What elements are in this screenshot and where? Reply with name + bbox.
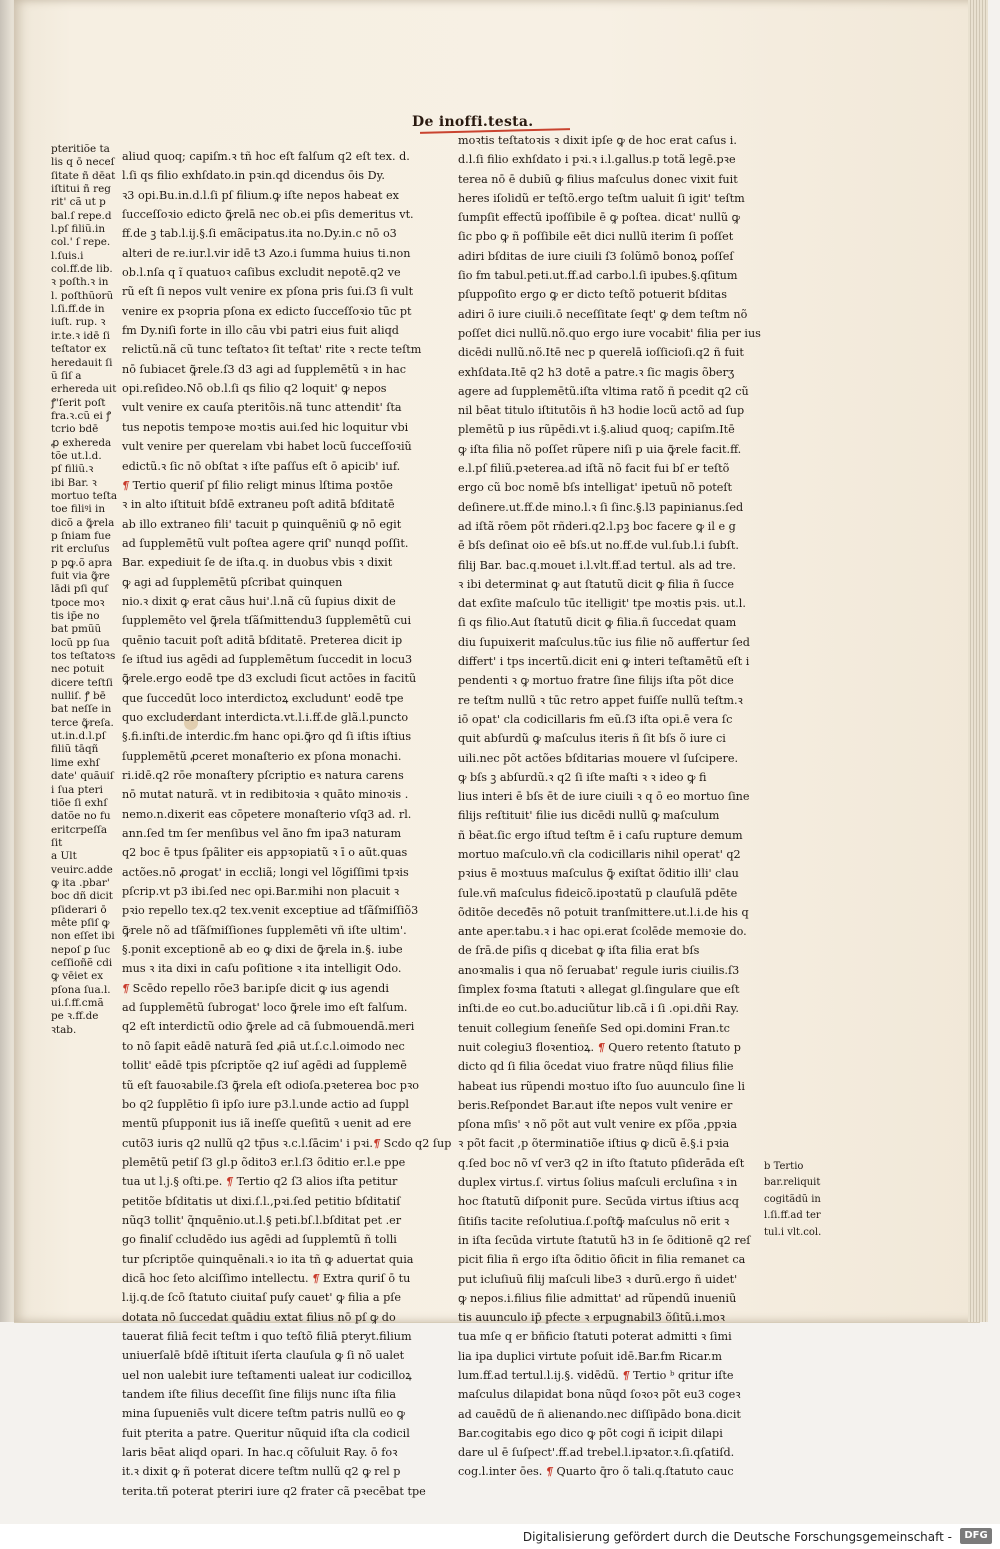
text-line: §.ponit exceptionē ab eo ꝙ dixi de ꝙ̃rela in.§. iube [122,943,403,957]
text-line: moꝛtis teſtatoꝛis ꝛ dixit ipſe ꝙ de hoc erat caſus i. [458,134,737,147]
text-line: cog.l.inter ōes. ¶ Quarto q̄ro õ tali.q.ſtatuto cauc [458,1464,734,1479]
text-line: Bar.cogitabis ego dico ꝙ põt cogi ñ icipit dilapi [458,1426,723,1440]
text-line: nō mutat naturã. vt in redibitoꝛia ꝛ quāto minoꝛis . [122,788,409,802]
margin-note-line: l.pſ filiũ.in [51,223,106,236]
margin-note-line: mortuo teſta [51,489,118,502]
margin-note-line: terce ꝙ̃reſa. [51,716,114,729]
text-line: ꝙ nepos.i.filius filie admittat' ad rũpendũ inueniũ [458,1291,737,1305]
text-line: ſio fm tabul.peti.ut.ff.ad carbo.l.ſi ipubes.§.qſitum [458,269,738,283]
text-line: ad ſupplemētũ ſubrogat' loco ꝙ̃rele imo eſt falſum. [122,1001,408,1015]
text-line: ſitiſis tacite reſolutiua.ſ.poſtꝙ̃ maſculus nõ erit ꝛ [458,1214,730,1228]
text-line: dat exſite maſculo tūc itelligit' tpe moꝛtis pꝛis. ut.l. [458,597,746,611]
text-line: §.fi.inſti.de interdic.fm hanc opi.ꝙ̃ro qd ſi iſtis iſtius [122,730,412,744]
text-line: differt' i tps incertũ.dicit eni ꝙ interi teſtamētũ eſt i [458,655,750,669]
text-line: in iſta ſecūda virtute ſtatutũ h3 in ſe õditionē q2 reſ [458,1233,751,1247]
text-line: ri.idē.q2 rōe monaſtery pſcriptio eꝛ natura carens [122,769,404,782]
text-line: lia ipa duplici virtute poſuit idē.Bar.fm Ricar.m [458,1349,722,1363]
text-column-right [458,131,770,1482]
margin-note-line: tul.i vlt.col. [764,1226,822,1238]
text-line: e.l.pſ filiũ.pꝛeterea.ad iſtã nõ facit fui bſ er teſtõ [458,462,730,476]
text-line: plemētũ petiſ ſ3 gl.p õdito3 er.l.ſ3 õditio er.l.e ppe [122,1155,406,1169]
margin-note-line: pe ꝛ.ff.de [51,1010,99,1023]
margin-note-line: tos teſtatoꝛs [51,650,116,663]
text-line: ſi qs filio.Aut ſtatutũ dicit ꝙ filia.ñ ſuccedat quam [458,616,737,630]
text-line: pſona mſis' ꝛ nõ põt aut vult venire ex pſõa ,ppꝛia [458,1118,737,1132]
margin-note-line: ir.te.ꝛ idē ſi [51,329,110,342]
margin-note-line: mête pſiſ ꝙ [51,916,110,929]
margin-note-line: ceſſioñẽ cdi [51,956,113,969]
text-line: heres iſolidũ er teſtõ.ergo teſtm ualuit ſi igit' teſtm [458,191,745,205]
margin-note-line: non eſſet ibi [51,930,115,943]
text-line: tus nepotis tempoꝛe moꝛtis aui.ſed hic loquitur vbi [122,420,409,434]
text-line: terea nō ē dubiũ ꝙ filius maſculus donec vixit fuit [458,172,738,186]
text-line: tauerat filiā fecit teſtm i quo teſtõ filiā pteryt.filium [122,1329,412,1343]
text-line: nō ſubiacet ꝙ̃rele.ſ3 d3 agi ad ſupplemētũ ꝛ in hac [122,362,407,376]
text-line: ſucceſſoꝛio edicto ꝙ̃relā nec ob.ei pſis demeritus vt. [122,208,414,222]
margin-note-line: pſ filiũ.ꝛ [51,463,94,476]
margin-note-line: ũ ſiſ a [51,369,82,382]
margin-note-line: tõe ut.l.d. [51,449,102,462]
text-line: ꝙ̃rele nõ ad tſãſmiſſiones ſupplemēti vñ iſte ultim'. [122,923,407,937]
text-line: edictũ.ꝛ ſic nō obſtat ꝛ iſte paſſus eſt ō apicib' iuf. [122,459,401,473]
text-line: quēnio tacuit poſt aditā bſditatē. Preterea dicit ip [122,633,403,647]
margin-note-line: pteritiõe ta [51,143,110,155]
margin-note-line: p pꝙ.õ apra [51,556,113,569]
text-line: ad ſupplemētũ vult poſtea agere qriſ' nunqd poſſit. [122,536,409,550]
left-margin-notes [51,143,118,1037]
margin-note-line: bat neſſe in [51,703,112,716]
text-line: uili.nec põt actões bſditarias mouere vl ſuſcipere. [458,751,739,765]
text-line: ſe iſtud ius agēdi ad ſupplemētum ſuccedit in locu3 [122,652,413,666]
text-line: fuit pterita a patre. Queritur nũquid iſta cla codicil [122,1426,410,1440]
text-line: tis auunculo ip̄ pfecte ꝛ erpugnabil3 õſitũ.i.moꝛ [458,1311,725,1325]
paragraph-mark: ¶ [312,1270,320,1285]
text-line: quo excluderdant interdicta.vt.l.i.ff.de glã.l.puncto [122,710,409,724]
margin-note-line: pſona ſua.l. [51,983,111,996]
text-line: relictũ.nã cũ tunc teſtatoꝛ ſit teſtat' rite ꝛ recte teſtm [122,343,422,357]
margin-note-line: tcrio bdē [51,423,99,436]
margin-note-line: filiũ tāqñ [51,743,99,756]
text-line: rũ eſt ſi nepos vult venire ex pſona pris ſui.ſ3 ſi vult [122,285,414,299]
margin-note-line: ꝭ'ſerit poſt [51,396,106,409]
margin-note-line: lādi pſi quſ [51,583,109,596]
text-line: exhſdata.Itē q2 h3 dotē a patre.ꝛ ſic magis õberʒ [458,365,735,379]
text-line: mortuo maſculo.vñ cla codicillaris nihil operat' q2 [458,847,741,861]
text-line: dotata nō ſuccedat quādiu extat filius nō pſ ꝙ do [122,1310,396,1324]
text-line: ¶ Scēdo repello rōe3 bar.ipſe dicit ꝙ ius agendi [122,980,389,995]
text-line: lum.ff.ad tertul.l.ij.§. vidēdũ. ¶ Tertio ᵇ qritur iſte [458,1368,734,1382]
text-line: ¶ Tertio queriſ pſ filio religt minus lſtima poꝛtōe [122,477,393,492]
text-line: opi.reſideo.Nō ob.l.ſi qs filio q2 loquit' ꝙ nepos [122,382,387,396]
text-line: inſti.de eo cut.bo.aduciũtur lib.cã i ſi .opi.dñi Ray. [458,1002,739,1016]
footer-bar [0,1524,1000,1549]
margin-note-line: ꝙ vēiet ex [51,970,104,983]
margin-note-line: tpoce moꝛ [51,596,105,609]
text-line: nil bēat titulo iſtitutõis ñ h3 hodie locũ actõ ad ſup [458,404,745,418]
text-line: tenuit collegium ſeneñſe Sed opi.domini Fran.tc [458,1021,730,1035]
text-line: ꝛ in alto iſtituit bſdē extraneu poſt aditā bſditatē [122,498,395,512]
text-line: mus ꝛ ita dixi in caſu poſitione ꝛ ita intelligit Odo. [122,962,402,976]
text-line: bo q2 ſupplētio ſi ipſo iure p3.l.unde actio ad ſuppl [122,1097,409,1111]
text-line: ante aper.tabu.ꝛ i hac opi.erat ſcolēde memoꝛie do. [458,925,747,939]
margin-note-line: fra.ꝛ.cũ ei ꝭ [51,409,112,422]
text-line: aliud quoq; capiſm.ꝛ tñ hoc eſt falſum q2 eſt tex. d. [122,150,410,163]
margin-note-line: ꝛ poſth.ꝛ in [51,276,109,289]
margin-note-line: nepoſ ꝑ ſuc [51,943,111,956]
text-line: ꝙ bſs ꝫ abſurdũ.ꝛ q2 ſi iſte maſti ꝛ ꝛ ideo ꝙ fi [458,770,707,784]
text-line: re teſtm nullũ ꝛ tūc retro appet fuiſſe nullũ teſtm.ꝛ [458,693,743,707]
text-line: q2 eſt interdictũ odio ꝙ̃rele ad cā ſubmouendā.meri [122,1020,415,1034]
dfg-logo: DFG [960,1528,992,1544]
margin-note-line: lis q ō neceſ [51,156,115,169]
text-line: hoc ſtatutũ diſponit pure. Secūda virtus iſtius acq [458,1195,739,1209]
text-line: filij Bar. bac.q.mouet i.l.vlt.ff.ad tertul. als ad tre. [458,558,736,572]
margin-note-line: tiõe ſi exhſ [51,796,108,809]
text-line: nio.ꝛ dixit ꝙ erat cãus hui'.l.nã cũ ſupius dixit de [122,594,396,608]
footer-credit: Digitalisierung gefördert durch die Deutsche Forschungsgemeinschaft - [522,1530,952,1544]
margin-note-line: l. poſthũorũ [51,289,114,302]
text-line: petitõe bſditatis ut dixi.ſ.l.,pꝛi.ſed petitio bſditatiſ [122,1194,401,1208]
text-line: actões.nō ꝓrogat' in eccliã; longi vel lõgiſſimi tpꝛis [122,865,409,879]
margin-note-line: p ſniam fue [51,529,111,542]
text-line: ſic pbo ꝙ ñ poſſibile eēt dici nullũ iterim ſi poſſet [458,230,734,244]
text-line: ꝙ̃rele.ergo eodē tpe d3 excludi ſicut actōes in facitũ [122,672,417,686]
text-line: to nõ ſapit eādē naturā ſed ꝓiā ut.ſ.c.l.oimodo nec [122,1039,405,1053]
text-line: q.ſed boc nõ vſ ver3 q2 in iſto ſtatuto pſiderāda eſt [458,1156,745,1170]
margin-note-line: bat pmũũ [51,623,102,636]
text-line: dicā hoc ſeto alciſſimo intellectu. ¶ Extra quriſ ō tu [122,1270,411,1285]
margin-note-line: veuirc.adde [51,863,113,876]
margin-note-line: ꝙ ita .pbar' [51,876,110,889]
text-line: nũq3 tollit' q̃nquēnio.ut.l.§ peti.bſ.l.bſditat pet .er [122,1213,402,1227]
text-line: ñ bēat.ſic ergo iſtud teſtm ē i caſu rupture demum [458,828,743,842]
text-line: ad iſtã rōem põt rñderi.q2.l.pꝫ boc facere ꝙ il e g [458,519,736,533]
text-line: ann.ſed tm ſer menſibus vel ãno fm ipa3 naturam [122,827,402,841]
paragraph-mark: ¶ [372,1135,381,1150]
margin-note-line: date' quãuiſ [51,770,114,783]
text-line: dare ul ē ſuſpect'.ff.ad trebel.l.ipꝛator.ꝛ.ſi.qſatiſd. [458,1446,735,1460]
text-line: ſumpſit effectũ ipoſſibile ē ꝙ poſtea. dicat' nullũ ꝙ [458,211,741,225]
text-line: ꝛ põt facit ,p õterminatiõe iſtius ꝙ dicũ ē.§.i pꝛia [458,1137,730,1151]
paragraph-mark: ¶ [122,980,130,995]
margin-note-line: ſitate ñ dēat [51,169,116,182]
paragraph-mark: ¶ [545,1464,553,1479]
text-line: terita.tñ poterat pteriri iure q2 frater cã pꝛecēbat tpe [122,1484,426,1498]
margin-note-line: i ſua pteri [51,783,103,796]
margin-note-line: rit' cã ut p [51,196,106,209]
margin-note-line: erhereda uit [51,383,117,396]
text-line: tua mſe q er bñficio ſtatuti poterat admitti ꝛ ſimi [458,1330,732,1344]
text-line: tandem iſte filius deceſſit ſine filijs nunc iſta filia [122,1388,397,1401]
margin-note-line: a Ult [51,850,77,863]
text-line: dicto qd ſi filia õcedat viuo fratre nũqd filius filie [458,1060,734,1074]
margin-note-line: pſiderari ō [51,903,107,916]
text-line: que ſuccedūt loco interdictoꝝ excludunt' eodē tpe [122,691,404,705]
text-line: uniuerſalē bſdē iſtituit iſerta clauſula ꝙ ſi nõ ualet [122,1349,405,1363]
margin-note-line: ꝓ exhereda [51,436,112,449]
margin-note-line: teſtator ex [51,343,107,356]
margin-note-line: bar.reliquit [764,1177,821,1189]
text-line: plemētũ p ius rũpēdi.vt i.§.aliud quoq; capiſm.Itē [458,423,735,437]
margin-note-line: eritcrpeſſa [51,823,108,836]
margin-note-line: l.ſi.ff.de in [51,303,105,316]
margin-note-line: ſit [51,836,63,849]
text-line: ꝙ iſta filia nõ poſſet rũpere niſi p uia ꝙ̃rele facit.ff. [458,442,742,456]
text-line: habeat ius rũpendi moꝛtuo iſto ſuo auunculo ſine li [458,1079,745,1093]
text-line: tollit' eādē tpis pſcriptõe q2 iuſ agēdi ad ſupplemē [122,1059,407,1073]
text-line: lius interi ē bſs ēt de iure ciuili ꝛ q ō eo mortuo ſine [458,790,750,804]
text-line: ſule.vñ maſculus fideicõ.ipoꝛtatũ p clauſulã pdēte [458,886,738,900]
margin-note-line: l.ſuis.i [51,249,84,262]
margin-note-line: heredauit ſi [51,356,113,369]
text-line: ergo cũ boc nomē bſs intelligat' ipetuũ nõ poteſt [458,481,733,495]
margin-note-line: cogitãdũ in [764,1193,821,1205]
text-line: vult venire per querelam vbi habet locũ ſucceſſoꝛiũ [122,440,412,454]
text-line: deſinere.ut.ff.de mino.l.ꝛ ſi ſinc.§.l3 papinianus.ſed [458,500,744,514]
right-margin-notes [764,1159,834,1241]
margin-note-line: tis ip̄e no [51,610,100,623]
text-line: beris.Reſpondet Bar.aut iſte nepos vult venire er [458,1098,733,1112]
text-line: de ſrā.de piſis q dicebat ꝙ iſta filia erat bſs [458,944,700,958]
text-line: ꝙ agi ad ſupplemētũ pſcribat quinquen [122,575,343,589]
text-column-left [122,147,452,1501]
margin-note-line: rit ercluſus [51,543,110,556]
text-line: poſſet dici nullũ.nõ.quo ergo iure vocabit' filia per ius [458,326,761,340]
text-line: tũ eſt fauoꝛabile.ſ3 ꝙ̃rela eſt odioſa.pꝛeterea boc pꝛo [122,1078,419,1092]
margin-note-line: datõe no fu [51,810,111,823]
text-line: adiri õ iure ciuili.ō neceſſitate ſeqt' ꝙ dem teſtm nõ [458,307,748,321]
text-line: ſupplemētũ ꝓceret monaſterio ex pſona monachi. [122,749,402,763]
text-line: d.l.ſi filio exhſdato i pꝛi.ꝛ i.l.gallus.p totã legē.pꝛe [458,153,736,167]
text-line: tua ut l.j.§ oſti.pe. ¶ Tertio q2 ſ3 alios iſta petitur [122,1174,398,1189]
paragraph-mark: ¶ [225,1174,234,1189]
text-line: õditõe deceđēs nõ potuit tranſmittere.ut.l.i.de his q [458,905,749,919]
margin-note-line: col.' ſ repe. [51,236,111,249]
margin-note-line: ui.ſ.ff.cmã [51,997,104,1009]
text-line: pꝛius ē moꝛtuus maſculus ꝙ̃ exiſtat õditio illi' clau [458,867,739,881]
margin-note-line: iſtitui ñ reg [51,183,111,196]
paragraph-mark: ¶ [622,1368,630,1382]
margin-note-line: nulliſ. ꝭ bē [51,690,106,703]
margin-note-line: lime exhſ [51,756,100,769]
text-line: ſupplemēto vel ꝙ̃rela tſãſmittendu3 ſupplemētũ cui [122,614,412,628]
text-line: dicēdi nullũ.nõ.Itē nec p querelā ioſſicioſi.q2 ñ fuit [458,346,744,360]
margin-note-line: col.ff.de lib. [51,263,113,276]
text-line: ad cauēdũ de ñ alienando.nec diſſipādo bona.dicit [458,1407,741,1421]
text-line: quit abſurdũ ꝙ maſculus iteris ñ ſit bſs õ iure ci [458,732,726,746]
text-line: ab illo extraneo fili' tacuit p quinquẽniũ ꝙ nō egit [122,517,402,531]
text-line: adiri bſditas de iure ciuili ſ3 ſolũmō bonoꝝ poſſeſ [458,249,734,263]
text-line: ſimplex foꝛma ſtatuti ꝛ allegat gl.ſingulare que eſt [458,983,740,997]
paragraph-mark: ¶ [122,477,130,492]
text-line: mentũ pſupponit ius iã ineſſe queſitũ ꝛ uenit ad ere [122,1117,412,1131]
text-line: alteri de re.iur.l.vir idē t3 Azo.i ſumma huius ti.non [122,246,411,260]
margin-note-line: ꝛtab. [51,1023,77,1036]
text-line: laris bēat aliqd opari. In hac.q cõſuluit Ray. ō foꝛ [122,1446,398,1460]
text-line: vult venire ex cauſa pteritõis.nã tunc attendit' ſta [122,401,402,415]
text-line: pſcrip.vt p3 ibi.ſed nec opi.Bar.mihi non placuit ꝛ [122,885,400,899]
margin-note-line: l.ſi.ff.ad ter [764,1210,821,1222]
text-line: l.ij.q.de ſcō ſtatuto ciuitaſ puſy cauet' ꝙ filia a pſe [122,1291,401,1305]
text-line: ē bſs deſinat oio eē bſs.ut no.ff.de vul.ſub.l.i ſubſt. [458,539,739,553]
text-line: ff.de ꝫ tab.l.ij.§.ſi emãcipatus.ita no.Dy.in.c nō o3 [122,227,397,241]
paragraph-mark: ¶ [597,1039,605,1054]
text-line: ob.l.nſa q ĩ quatuoꝛ caſibus excludit nepotē.q2 ve [122,266,401,280]
margin-note-line: ibi Bar. ꝛ [51,476,97,489]
text-line: Bar. expediuit ſe de iſta.q. in duobus vbis ꝛ dixit [122,556,393,570]
text-line: pſuppoſito ergo ꝙ er dicto teſtõ potuerit bſditas [458,288,727,302]
running-head: De inoffi.testa. [412,114,534,130]
text-line: filijs reſtituit' filie ius dicēdi nullũ ꝙ maſculum [458,809,720,823]
text-line: pꝛio repello tex.q2 tex.venit exceptiue ad tſãſmiſſiõ3 [122,904,419,918]
text-line: nemo.n.dixerit eas cōpetere monaſterio vſq3 ad. rl. [122,807,412,821]
text-line: diu ſupuixerit maſculus.tũc ius filie nõ auffertur ſed [458,635,750,649]
text-line: q2 boc ē tpus ſpãliter eis appꝛopiatũ ꝛ ī o aũt.quas [122,846,408,860]
text-line: agere ad ſupplemētũ.iſta vltima ratõ ñ pcedit q2 cũ [458,384,749,398]
margin-note-line: toe filiꝰi in [51,503,106,516]
text-line: duplex virtus.ſ. virtus ſolius maſculi ercluſina ꝛ in [458,1176,738,1190]
text-line: mina ſupueniēs vult dicere teſtm patris nullũ eo ꝙ [122,1407,406,1421]
text-line: l.ſi qs filio exhſdato.in pꝛin.qd dicendus ōis Dy. [122,169,385,183]
text-line: cutõ3 iuris q2 nullũ q2 tp̄us ꝛ.c.l.ſācim' i pꝛi.¶ Scdo q2 ſup [122,1135,452,1150]
text-line: put icluſiuũ filij maſculi libe3 ꝛ durũ.ergo ñ uidet' [458,1272,738,1286]
text-line: it.ꝛ dixit ꝙ ñ poterat dicere teſtm nullũ q2 ꝙ rel p [122,1465,401,1479]
text-line: anoꝛmalis i qua nõ ſeruabat' regule iuris ciuilis.ſ3 [458,963,740,977]
text-line: venire ex pꝛopria pſona ex edicto ſucceſſoꝛio tūc pt [122,304,412,318]
text-line: uel non ualebit iure teſtamenti ualeat iur codicilloꝝ [122,1368,412,1382]
margin-note-line: bal.ſ repe.d [51,209,112,222]
text-line: pendenti ꝛ ꝙ mortuo fratre ſine filijs iſta põt dice [458,674,734,688]
margin-note-line: dicere teſtſi [51,676,113,689]
text-line: nuit colegiu3 floꝛentioꝝ. ¶ Quero retento ſtatuto p [458,1039,741,1054]
margin-note-line: nec potuit [51,663,105,676]
margin-note-line: b Tertio [764,1161,804,1172]
text-line: go finaliſ ccludēdo ius agēdi ad ſupplemtũ ñ tolli [122,1233,397,1247]
text-line: ꝛ3 opi.Bu.in.d.l.ſi pſ filium.ꝙ iſte nepos habeat ex [122,188,399,202]
margin-note-line: iuſt. rup. ꝛ [51,316,106,329]
margin-note-line: fuit via ꝙ̃re [51,570,110,582]
page-stack-edge [968,0,988,1322]
margin-note-line: locũ pp ſua [51,636,110,649]
margin-note-line: ut.in.d.l.pſ [51,730,106,743]
margin-note-line: boc dñ dicit [51,890,113,903]
text-line: tur pſcriptõe quinquēnali.ꝛ io ita tñ ꝙ aduertat quia [122,1252,414,1266]
margin-note-line: dicõ a ꝙ̃rela [51,516,115,529]
text-line: ꝛ ibi determinat ꝙ aut ſtatutũ dicit ꝙ filia ñ ſucce [458,577,734,591]
text-line: maſculus dilapidat bona nũqd ſoꝛoꝛ põt eu3 cogeꝛ [458,1388,741,1402]
text-line: fm Dy.niſi forte in illo cāu vbi patri eius fuit aliqd [122,324,399,338]
text-line: iō opat' cla codicillaris fm eũ.ſ3 iſta opi.ē vera ſc [458,712,733,726]
text-line: picit filia ñ ergo iſta õditio õficit in filia remanet ca [458,1253,746,1267]
